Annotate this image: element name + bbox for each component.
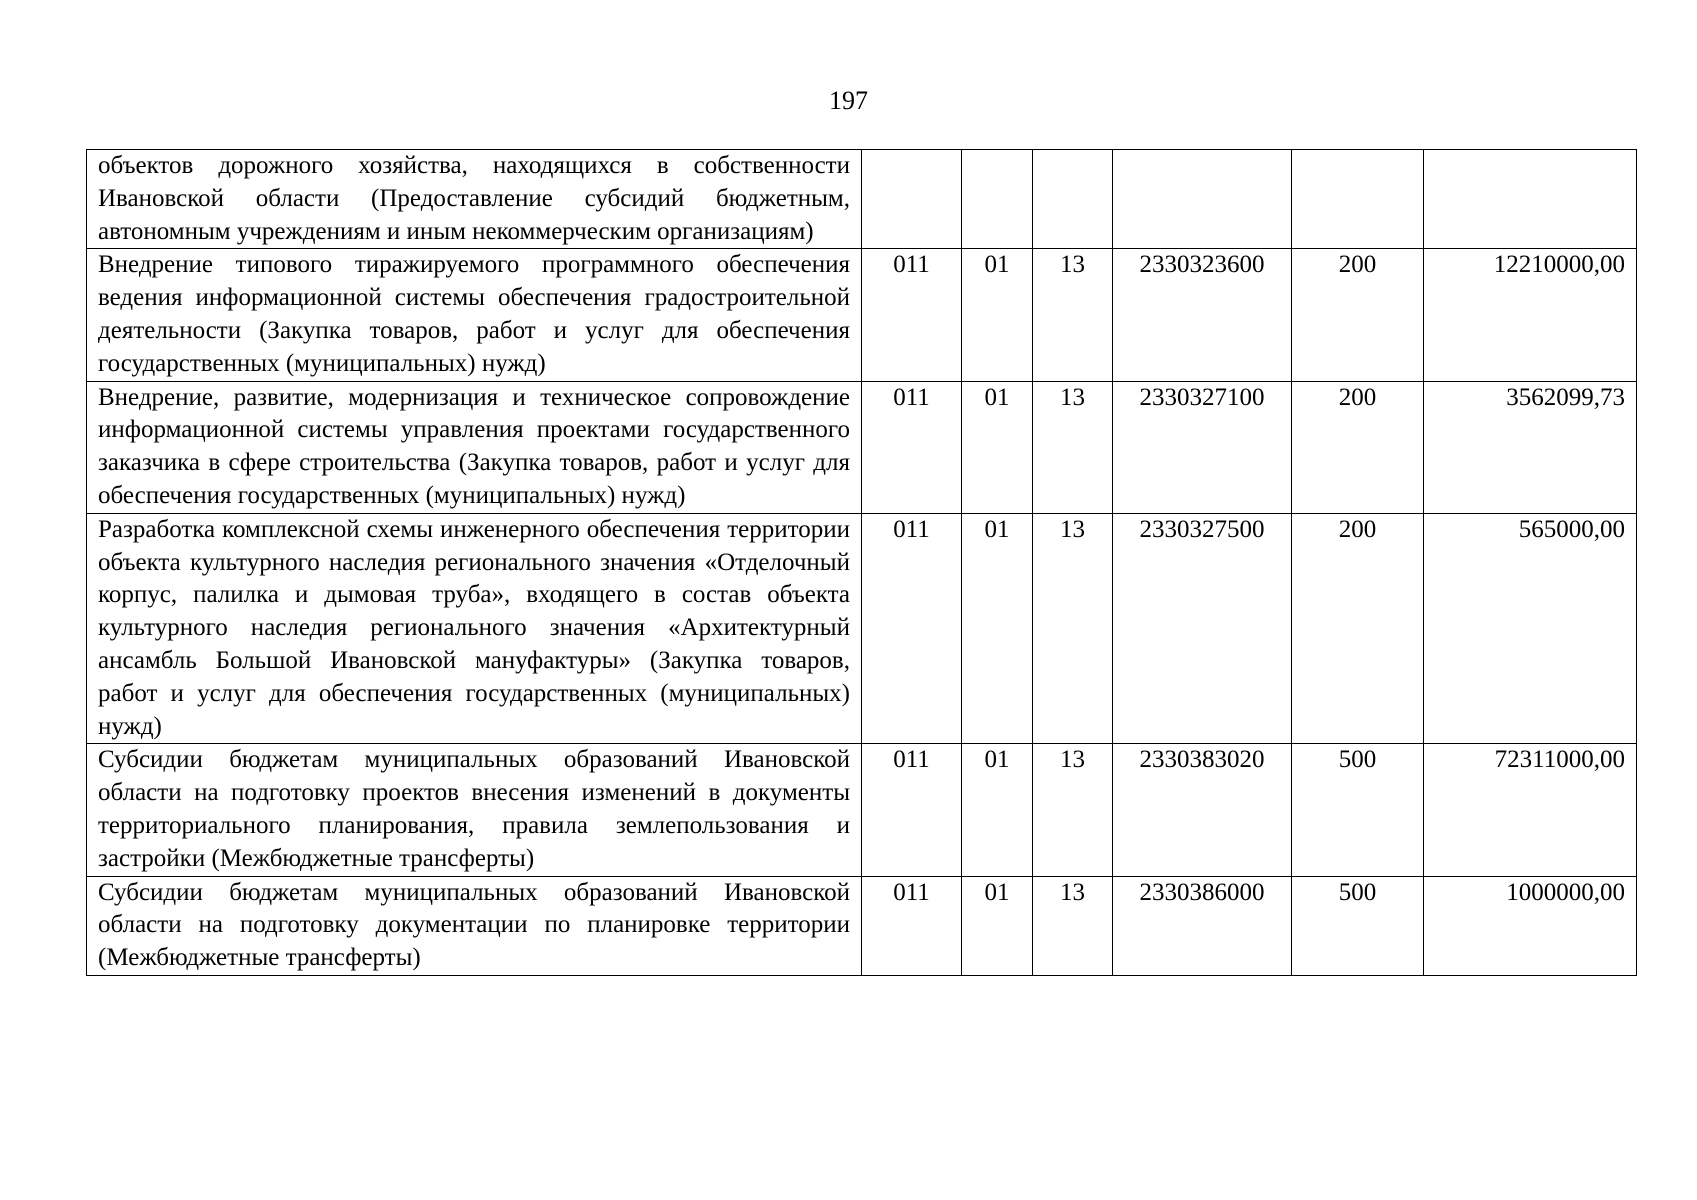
row-target-article [1113, 150, 1292, 249]
budget-table [86, 149, 1637, 976]
table-row [87, 150, 1637, 249]
row-description: Субсидии бюджетам муниципальных образований Ивановской области на подготовку проектов внесения изменений в документы территориального планирования, правила землепользования и застройки (Межбюджетные трансферты) [87, 744, 862, 876]
row-target-article: 2330323600 [1113, 249, 1292, 381]
row-grbs: 011 [862, 513, 962, 744]
row-amount: 565000,00 [1424, 513, 1637, 744]
row-description: Внедрение, развитие, модернизация и техническое сопровождение информационной системы управления проектами государственного заказчика в сфере строительства (Закупка товаров, работ и услуг для обеспечения государственных (муниципальных) нужд) [87, 381, 862, 513]
row-description: Разработка комплексной схемы инженерного обеспечения территории объекта культурного наследия регионального значения «Отделочный корпус, палилка и дымовая труба», входящего в состав объекта культурного наследия регионального значения «Архитектурный ансамбль Большой Ивановской мануфактуры» (Закупка товаров, работ и услуг для обеспечения государственных (муниципальных) нужд) [87, 513, 862, 744]
table-row [87, 513, 1637, 744]
row-amount: 3562099,73 [1424, 381, 1637, 513]
row-description: Внедрение типового тиражируемого программного обеспечения ведения информационной системы обеспечения градостроительной деятельности (Закупка товаров, работ и услуг для обеспечения государственных (муниципальных) нужд) [87, 249, 862, 381]
row-target-article: 2330386000 [1113, 876, 1292, 975]
table-row [87, 876, 1637, 975]
row-grbs: 011 [862, 876, 962, 975]
row-section: 01 [962, 876, 1033, 975]
row-section: 01 [962, 744, 1033, 876]
row-section: 01 [962, 513, 1033, 744]
row-subsection: 13 [1033, 249, 1113, 381]
row-target-article: 2330383020 [1113, 744, 1292, 876]
row-description: объектов дорожного хозяйства, находящихся в собственности Ивановской области (Предоставление субсидий бюджетным, автономным учреждениям и иным некоммерческим организациям) [87, 150, 862, 249]
table-row [87, 381, 1637, 513]
row-amount: 12210000,00 [1424, 249, 1637, 381]
row-expense-type: 200 [1292, 249, 1424, 381]
row-grbs [862, 150, 962, 249]
row-expense-type: 500 [1292, 876, 1424, 975]
table-row [87, 249, 1637, 381]
row-amount [1424, 150, 1637, 249]
row-subsection: 13 [1033, 744, 1113, 876]
row-description: Субсидии бюджетам муниципальных образований Ивановской области на подготовку документации по планировке территории (Межбюджетные трансферты) [87, 876, 862, 975]
row-expense-type [1292, 150, 1424, 249]
row-grbs: 011 [862, 249, 962, 381]
row-section [962, 150, 1033, 249]
row-subsection: 13 [1033, 513, 1113, 744]
row-subsection: 13 [1033, 876, 1113, 975]
row-grbs: 011 [862, 381, 962, 513]
row-expense-type: 200 [1292, 381, 1424, 513]
table-row [87, 744, 1637, 876]
row-section: 01 [962, 381, 1033, 513]
row-expense-type: 500 [1292, 744, 1424, 876]
row-grbs: 011 [862, 744, 962, 876]
row-amount: 1000000,00 [1424, 876, 1637, 975]
row-target-article: 2330327100 [1113, 381, 1292, 513]
row-subsection: 13 [1033, 381, 1113, 513]
row-target-article: 2330327500 [1113, 513, 1292, 744]
page-number: 197 [829, 86, 868, 115]
row-section: 01 [962, 249, 1033, 381]
row-amount: 72311000,00 [1424, 744, 1637, 876]
row-subsection [1033, 150, 1113, 249]
row-expense-type: 200 [1292, 513, 1424, 744]
